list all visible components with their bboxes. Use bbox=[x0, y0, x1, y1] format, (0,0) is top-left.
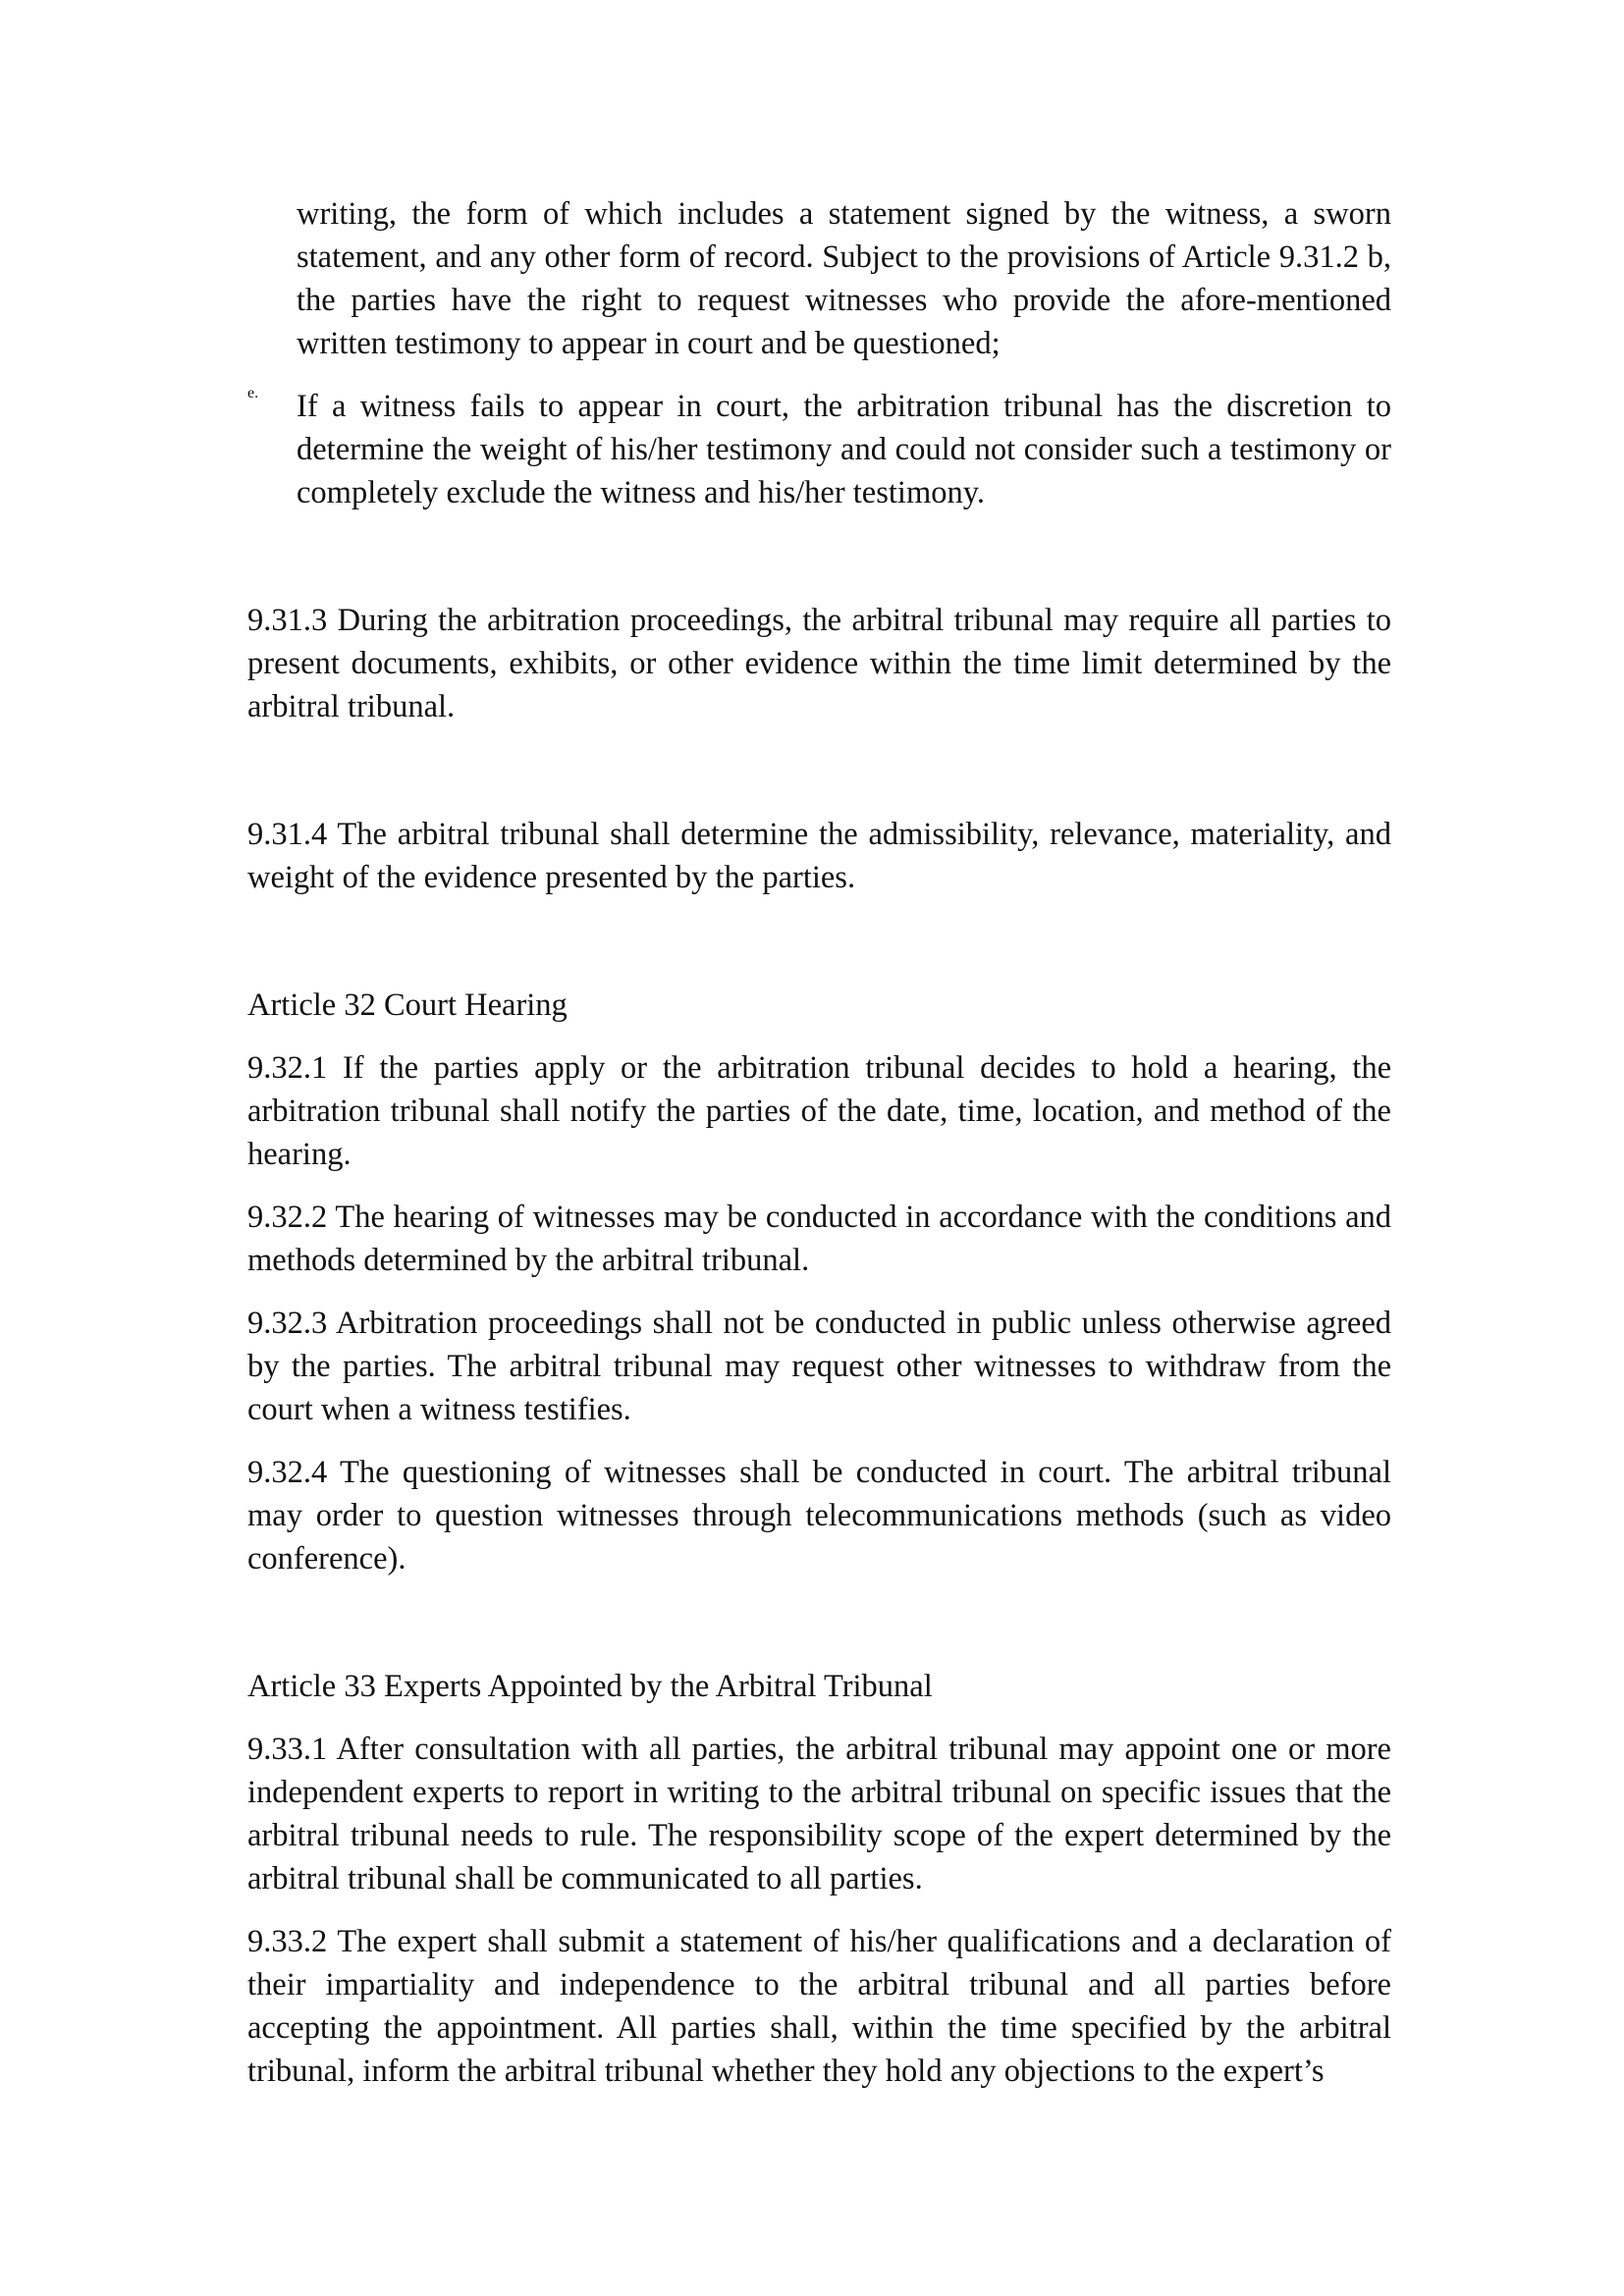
article-32-heading: Article 32 Court Hearing bbox=[247, 988, 568, 1023]
paragraph-9-32-2: 9.32.2 The hearing of witnesses may be conducted in accordance with the conditions and methods determined by the arbitral tribunal. bbox=[247, 1200, 1391, 1278]
list-item-d-continuation: writing, the form of which includes a statement signed by the witness, a sworn statement, and any other form of record. Subject to the provisions of Article 9.31.2 b, the parties have the right to request witnesses who provide the afore-mentioned written testimony to appear in court and be questioned; bbox=[297, 196, 1391, 361]
paragraph-9-33-2: 9.33.2 The expert shall submit a statement of his/her qualifications and a declaration of their impartiality and independence to the arbitral tribunal and all parties before accepting the appointment. All parties shall, within the time specified by the arbitral tribunal, inform the arbitral tribunal whether they hold any objections to the expert’s bbox=[247, 1924, 1391, 2089]
list-marker: e. bbox=[247, 385, 259, 401]
paragraph-9-32-3: 9.32.3 Arbitration proceedings shall not be conducted in public unless otherwise agreed by the parties. The arbitral tribunal may request other witnesses to withdraw from the court when a witness testifies. bbox=[247, 1306, 1391, 1427]
list-item-e bbox=[247, 385, 1391, 514]
article-33-heading: Article 33 Experts Appointed by the Arbitral Tribunal bbox=[247, 1669, 933, 1704]
paragraph-9-32-4: 9.32.4 The questioning of witnesses shall be conducted in court. The arbitral tribunal may order to question witnesses through telecommunications methods (such as video conference). bbox=[247, 1455, 1391, 1576]
paragraph-9-31-3: 9.31.3 During the arbitration proceedings, the arbitral tribunal may require all parties to present documents, exhibits, or other evidence within the time limit determined by the arbitral tribunal. bbox=[247, 603, 1391, 724]
paragraph-9-31-4: 9.31.4 The arbitral tribunal shall determine the admissibility, relevance, materiality, and weight of the evidence presented by the parties. bbox=[247, 817, 1391, 895]
paragraph-9-32-1: 9.32.1 If the parties apply or the arbitration tribunal decides to hold a hearing, the arbitration tribunal shall notify the parties of the date, time, location, and method of the hearing. bbox=[247, 1050, 1391, 1172]
list-item-text: If a witness fails to appear in court, the arbitration tribunal has the discretion to determine the weight of his/her testimony and could not consider such a testimony or completely exclude the witness and his/her testimony. bbox=[297, 389, 1391, 510]
document-page bbox=[247, 192, 1391, 2093]
paragraph-9-33-1: 9.33.1 After consultation with all parties, the arbitral tribunal may appoint one or more independent experts to report in writing to the arbitral tribunal on specific issues that the arbitral tribunal needs to rule. The responsibility scope of the expert determined by the arbitral tribunal shall be communicated to all parties. bbox=[247, 1732, 1391, 1896]
